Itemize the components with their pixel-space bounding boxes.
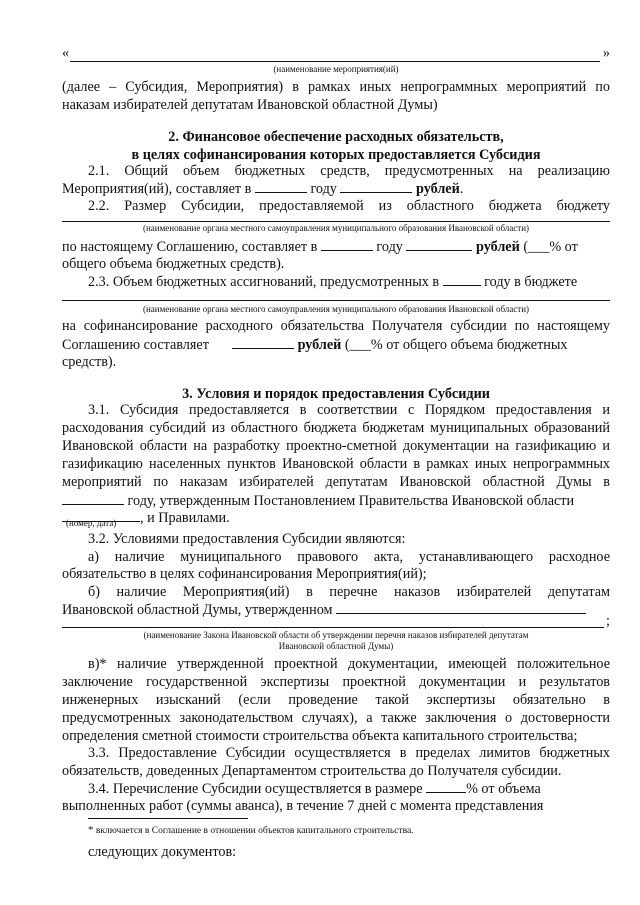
p31-line-1: 3.1. Субсидия предоставляется в соответствии с Порядком предоставления и (88, 402, 610, 418)
semicolon: ; (606, 613, 610, 629)
p31-line-7: , и Правилами. (62, 508, 610, 527)
caption-number: (номер, дата) (66, 518, 117, 528)
amount-blank-2 (406, 237, 472, 251)
year-blank-4 (62, 491, 124, 505)
p31-line-4: газификацию населенных пунктов Ивановской области в рамках иных непрограммных (62, 456, 610, 472)
mo-underline-2 (62, 300, 610, 301)
p21-line-1: 2.1. Общий объем бюджетных средств, предусмотренных на реализацию (88, 163, 610, 179)
p32b-line-1: б) наличие Мероприятия(ий) в перечне наказов избирателей депутатам (88, 584, 610, 600)
p33-line-1: 3.3. Предоставление Субсидии осуществляется в пределах лимитов бюджетных (88, 745, 610, 761)
p32-line-1: 3.2. Условиями предоставления Субсидии являются: (88, 531, 406, 547)
p32a-line-2: обязательство в целях софинансирования Мероприятия(ий); (62, 566, 427, 582)
footnote (88, 824, 414, 837)
p23-line-4: средств). (62, 354, 117, 370)
caption-event: (наименование мероприятия(ий) (273, 64, 399, 74)
percent-blank (426, 779, 466, 793)
intro-line-2: наказам избирателей депутатам Ивановской областной Думы) (62, 97, 438, 113)
p21-line-2: Мероприятия(ий), составляет в году рублей. (62, 181, 464, 197)
p32a-line-1: а) наличие муниципального правового акта, устанавливающего расходное (88, 549, 610, 565)
year-blank-2 (321, 237, 373, 251)
p31-line-6: году, утвержденным Постановлением Правительства Ивановской области (62, 491, 610, 510)
p31-line-5: мероприятий по наказам избирателей депутатам Ивановской областной Думы в (62, 474, 610, 490)
p31-line-2: расходования субсидий из областного бюджета бюджетам муниципальных образований (62, 420, 610, 436)
section2-title-2: в целях софинансирования которых предоставляется Субсидия (131, 147, 541, 163)
footnote-text: включается в Соглашение в отношении объектов капитального строительства. (95, 826, 414, 836)
amount-blank (340, 179, 412, 193)
p22-line-2: по настоящему Соглашению, составляет в году рублей (___% от (62, 239, 578, 255)
p34-line-1: 3.4. Перечисление Субсидии осуществляется в размере % от объема (88, 781, 541, 797)
section3-title: 3. Условия и порядок предоставления Субсидии (182, 386, 490, 402)
p32v-line-2: заключение государственной экспертизы проектной документации и результатов (62, 674, 610, 690)
year-blank (255, 179, 307, 193)
p22-line-1: 2.2. Размер Субсидии, предоставляемой из областного бюджета бюджету (88, 198, 610, 214)
mo-underline (62, 221, 610, 222)
section2-title-1: 2. Финансовое обеспечение расходных обязательств, (168, 129, 504, 145)
p33-line-2: обязательств, доведенных Департаментом строительства до Получателя субсидии. (62, 763, 562, 779)
p32v-line-5: определения сметной стоимости строительства объекта капитального строительства; (62, 728, 578, 744)
p22-line-3: общего объема бюджетных средств). (62, 256, 285, 272)
caption-law-2: Ивановской областной Думы) (278, 641, 394, 651)
p32v-line-1: в)* наличие утвержденной проектной документации, имеющей положительное (88, 656, 610, 672)
p23-line-3: Соглашению составляет рублей (___% от общего объема бюджетных (62, 337, 568, 353)
p23-line-1: 2.3. Объем бюджетных ассигнований, предусмотренных в году в бюджете (88, 274, 578, 290)
footnote-mark: * (88, 824, 94, 836)
p32v-line-4: предусмотренных законодательством случаях), а также заключения о достоверности (62, 710, 610, 726)
year-blank-3 (443, 272, 481, 286)
next-page-line: следующих документов: (88, 844, 237, 860)
p32b-line-2: Ивановской областной Думы, утвержденном (62, 600, 610, 619)
footnote-separator (88, 818, 248, 819)
p23-line-2: на софинансирование расходного обязательства Получателя субсидии по настоящему (62, 318, 610, 334)
open-quote: « (62, 45, 70, 61)
p32v-line-3: инженерных изысканий (если проведение такой экспертизы обязательно в (62, 692, 610, 708)
caption-mo-2: (наименование органа местного самоуправления муниципального образования Ивановской области) (142, 304, 530, 314)
intro-line-1: (далее – Субсидия, Мероприятия) в рамках иных непрограммных мероприятий по (62, 79, 610, 95)
caption-mo: (наименование органа местного самоуправления муниципального образования Ивановской области) (142, 223, 530, 233)
p34-line-2: выполненных работ (суммы аванса), в течение 7 дней с момента представления (62, 798, 544, 814)
close-quote: » (602, 45, 610, 61)
amount-blank-3 (232, 335, 294, 349)
caption-law-1: (наименование Закона Ивановской области об утверждении перечня наказов избирателей депутатам (143, 630, 529, 640)
p31-line-3: Ивановской области на разработку проектно-сметной документации на газификацию и (62, 438, 610, 454)
